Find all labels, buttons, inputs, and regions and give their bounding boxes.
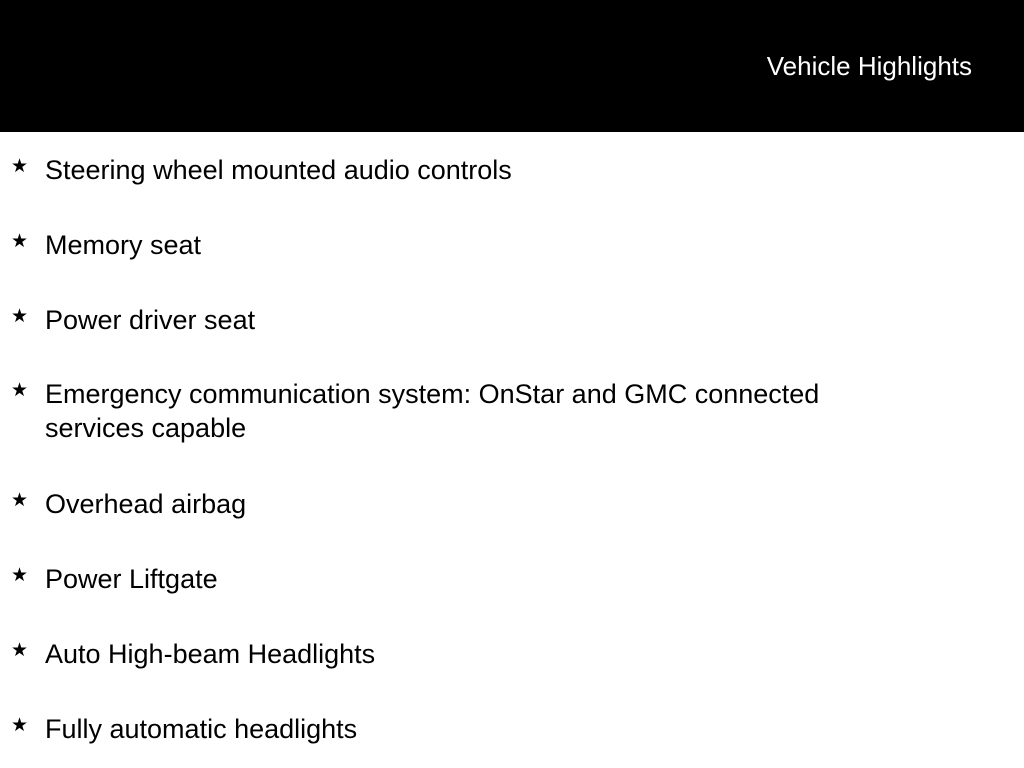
list-item-label: Overhead airbag	[45, 489, 247, 519]
star-icon: ★	[11, 156, 29, 177]
star-icon: ★	[11, 640, 29, 661]
list-item-label: Steering wheel mounted audio controls	[45, 155, 512, 185]
star-icon: ★	[11, 565, 29, 586]
header-bar	[0, 0, 1024, 132]
list-item-label: Memory seat	[45, 230, 202, 260]
list-item	[11, 303, 1001, 337]
list-item	[11, 228, 1001, 262]
page-title: Vehicle Highlights	[766, 51, 972, 81]
list-item	[11, 487, 1001, 521]
list-item-label: Power driver seat	[45, 305, 256, 335]
list-item	[11, 562, 1001, 596]
list-item-label: Power Liftgate	[45, 564, 218, 594]
star-icon: ★	[11, 231, 29, 252]
list-item	[11, 712, 1001, 746]
star-icon: ★	[11, 490, 29, 511]
star-icon: ★	[11, 380, 29, 401]
star-icon: ★	[11, 715, 29, 736]
star-icon: ★	[11, 306, 29, 327]
list-item	[11, 153, 1001, 187]
list-item	[11, 377, 1001, 445]
list-item-label: Auto High-beam Headlights	[45, 639, 376, 669]
list-item-label: Emergency communication system: OnStar and GMC connected services capable	[45, 379, 820, 443]
list-item-label: Fully automatic headlights	[45, 714, 358, 744]
list-item	[11, 637, 1001, 671]
